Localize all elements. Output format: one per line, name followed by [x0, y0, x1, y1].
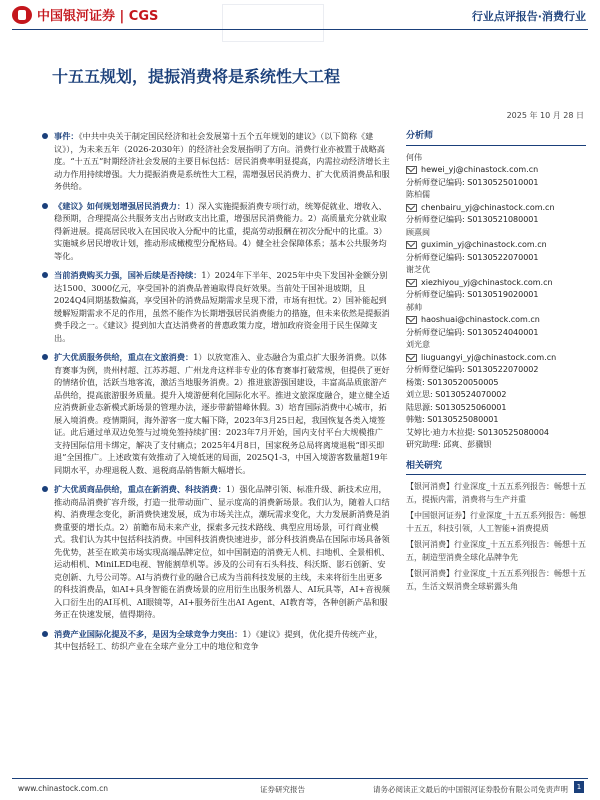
- related-heading: 相关研究: [406, 460, 586, 476]
- bullet-icon: [42, 133, 48, 139]
- analyst-registration: 分析师登记编码: S0130521080001: [406, 215, 539, 224]
- report-title: 十五五规划，提振消费将是系统性大工程: [52, 67, 341, 86]
- page-number: 1: [574, 781, 584, 793]
- footer-doc-type: 证券研究报告: [260, 785, 305, 794]
- paragraph-lead: 扩大优质服务供给，重点在文旅消费：: [54, 352, 194, 362]
- mail-icon: [406, 166, 417, 174]
- paragraph-text: 1）深入实施提振消费专项行动，统筹促就业、增收入、稳预期，合理提高公共服务支出占财政支出比重，增强居民消费能力。2）高质量充分就业取得新进展。提高居民收入在国民收入分配中的比重，提高劳动报酬在初次分配中的比重。3）实施城乡居民增收计划，推动形成橄榄型分配格局。4）健全社会保障体系；基本公共服务均等化。: [54, 200, 387, 261]
- bullet-icon: [42, 486, 48, 492]
- page-header: [0, 0, 600, 28]
- mail-icon: [406, 241, 417, 249]
- analyst-list: [406, 152, 586, 377]
- brand-name: 中国银河证券 | CGS: [37, 9, 159, 24]
- analyst-email-row[interactable]: [406, 314, 586, 327]
- registration-line: 杨策: S0130520050005: [406, 377, 499, 387]
- analyst-email-row[interactable]: [406, 352, 586, 365]
- analyst-email-row[interactable]: [406, 277, 586, 290]
- paragraph-lead: 《建议》如何规划增强居民消费力：: [54, 200, 186, 211]
- registration-line: 刘立思: S0130524070002: [406, 390, 507, 399]
- paragraph: [54, 351, 390, 476]
- analyst-email[interactable]: hewei_yj@chinastock.com.cn: [421, 165, 539, 174]
- analyst-registration: 分析师登记编码: S0130524040001: [406, 327, 539, 337]
- related-report-link[interactable]: 【银河消费】行业深度_十五五系列报告：畅想十五五，制造型消费全球化品牌争先: [406, 540, 586, 562]
- related-report-link[interactable]: 【中国银河证券】行业深度_十五五系列报告：畅想十五五，科技引领，人工智能+消费提质: [406, 511, 586, 533]
- analyst-registration: 分析师登记编码: S0130522070001: [406, 252, 539, 262]
- registration-line: 研究助理: 邱爽、彭骥钡: [406, 440, 492, 449]
- analyst-registration: 分析师登记编码: S0130519020001: [406, 290, 539, 299]
- paragraph: [54, 483, 390, 621]
- analyst-registration: 分析师登记编码: S0130522070002: [406, 365, 539, 374]
- registration-line: 陆思源: S0130525060001: [406, 402, 507, 412]
- paragraph-text: 1）《建议》提到，优化提升传统产业，其中包括轻工、纺织产业在全球产业分工中的地位和竞争: [54, 628, 383, 651]
- page-footer: [12, 778, 588, 794]
- company-logo: [12, 5, 158, 24]
- paragraph-text: 《中共中央关于制定国民经济和社会发展第十五个五年规划的建议》（以下简称《建议》），为未来五年（2026-2030年）的经济社会发展指明了方向。消费行业亦被置于战略高度。“十五五”时期经济社会发展的主要目标包括：居民消费率明显提高，内需拉动经济增长主动力作用持续增强。大力提振消费是系统性大工程，需增强居民消费力、扩大优质消费品和服务供给。: [54, 131, 390, 191]
- paragraph-lead: 扩大优质商品供给，重点在新消费、科技消费：: [54, 484, 226, 494]
- paragraph: [54, 269, 390, 344]
- bullet-icon: [42, 631, 48, 637]
- logo-icon: [12, 6, 32, 24]
- bullet-icon: [42, 354, 48, 360]
- paragraph-text: 1）强化品牌引领、标准升级、新技术应用，推动商品消费扩容升级，打造一批带动面广、显示度高的消费新场景。我们认为，随着人口结构、消费理念变化，新消费快速发展，成为市场关注点，潮玩需求变化，大力发展新消费是消费重要的增长点。2）前瞻布局未来产业，探索多元技术路线、典型应用场景，可行商业模式。我们认为其中包括科技消费。中国科技消费快速进步，部分科技消费品在国际市场具备领先优势，甚至在欧美市场实现高端品牌定位，如中国制造的消费无人机、扫地机、全景相机、运动相机、MiniLED电视、智能割草机等。涉及的公司有石头科技、科沃斯、影石创新、安克创新、九号公司等。AI与消费行业的融合已成为当前科技发展的主线，未来将衍生出更多的科技消费品，如AI+具身智能在消费场景的应用衍生出服务机器人、AI玩具等，AI+音视频入口衍生出的AI耳机、AI眼镜等，AI+服务衍生出AI Agent、AI教育等，各种创新产品和服务正在快速发展，值得期待。: [54, 484, 390, 619]
- paragraph-text: 1）以放宽准入、业态融合为重点扩大服务消费。以体育赛事为例，贵州村超、江苏苏超、广州龙舟这样非专业的体育赛事打破常规，但提供了更好的情绪价值，活跃当地客流，激活当地服务消费。2）推进旅游强国建设，丰富高品质旅游产品供给，提高旅游服务质量。提升入境游便利化国际化水平。推进文旅深度融合，建立健全适应消费新业态新模式新场景的管理办法，逐步带薪错峰休假。3）培育国际消费中心城市，拓展入境消费。疫情期间，海外游客一度大幅下降，2023年3月25日起，我国恢复各类入境签证。此后通过单双边免签与过境免签持续扩围：2023年7月开始，国内支付平台大规模推广支持国际信用卡绑定，解决了支付痛点；2025年4月8日，国家税务总局将离境退税“即买即退”全国推广。上述政策有效推动了入境低迷的局面，2025Q1-3，中国入境游客数量超19年同期水平，办理退税人数、退税商品销售额大幅增长。: [54, 352, 390, 475]
- paragraph-lead: 事件：: [54, 131, 79, 141]
- analyst-name: 陈柏儒: [406, 190, 430, 199]
- related-list: [406, 481, 586, 593]
- report-category: 行业点评报告·消费行业: [471, 10, 586, 23]
- analyst-email[interactable]: xiezhiyou_yj@chinastock.com.cn: [421, 277, 553, 287]
- analyst-registration: 分析师登记编码: S0130525010001: [406, 177, 539, 187]
- registration-line: 韩勉: S0130525080001: [406, 415, 499, 424]
- bullet-icon: [42, 272, 48, 278]
- paragraph: [54, 130, 390, 193]
- footer-disclaimer: 请务必阅读正文最后的中国银河证券股份有限公司免责声明: [373, 785, 568, 794]
- analyst-email[interactable]: haoshuai@chinastock.com.cn: [421, 315, 540, 324]
- related-report-link[interactable]: 【银河消费】行业深度_十五五系列报告：畅想十五五，生活文娱消费全球崭露头角: [406, 569, 586, 591]
- analyst-email[interactable]: chenbairu_yj@chinastock.com.cn: [421, 202, 555, 212]
- bullet-icon: [42, 203, 48, 209]
- analyst-name: 刘光意: [406, 340, 430, 349]
- registration-line: 艾婷比·迪力木拉提: S0130525080004: [406, 427, 550, 437]
- extra-registrations: [406, 377, 586, 452]
- analyst-email-row[interactable]: [406, 239, 586, 252]
- related-report-link[interactable]: 【银河消费】行业深度_十五五系列报告：畅想十五五，提振内需，消费将与生产并重: [406, 482, 586, 504]
- mail-icon: [406, 354, 417, 362]
- analyst-email-row[interactable]: [406, 164, 586, 177]
- mail-icon: [406, 204, 417, 212]
- watermark-graphic: [222, 4, 324, 42]
- sidebar: [406, 130, 586, 597]
- analyst-name: 谢芝优: [406, 265, 430, 274]
- report-date: 2025 年 10 月 28 日: [506, 111, 584, 120]
- paragraph-text: 1）2024年下半年、2025年中央下发国补金额分别达1500、3000亿元，享受国补的消费品普遍取得良好效果。当前处于国补退坡期，且2024Q4同期基数偏高，享受国补的消费品短期需求呈现下滑，市场有担忧。2）国补能起到缓解短期需求不足的作用，虽然不能作为长期增强居民消费能力的措施，但未来依然是提振消费手段之一。《建议》提到加大直达消费者的普惠政策力度，增加政府资金用于民生保障支出。: [54, 270, 390, 343]
- analyst-name: 郝帅: [406, 302, 422, 312]
- paragraph-lead: 消费产业国际化提及不多，是因为全球竞争力突出：: [54, 628, 243, 639]
- analysts-heading: 分析师: [406, 130, 586, 146]
- analyst-name: 顾熹闽: [406, 227, 430, 237]
- paragraph-lead: 当前消费购买力强，国补后续是否持续：: [54, 270, 202, 280]
- analyst-name: 何伟: [406, 152, 422, 162]
- paragraph: [54, 200, 390, 263]
- footer-website[interactable]: www.chinastock.com.cn: [18, 784, 108, 793]
- mail-icon: [406, 316, 417, 324]
- header-divider: [12, 29, 588, 30]
- mail-icon: [406, 279, 417, 287]
- main-content: [54, 130, 390, 660]
- analyst-email[interactable]: guximin_yj@chinastock.com.cn: [421, 240, 547, 249]
- analyst-email-row[interactable]: [406, 202, 586, 215]
- paragraph: [54, 628, 390, 653]
- analyst-email[interactable]: liuguangyi_yj@chinastock.com.cn: [421, 352, 557, 362]
